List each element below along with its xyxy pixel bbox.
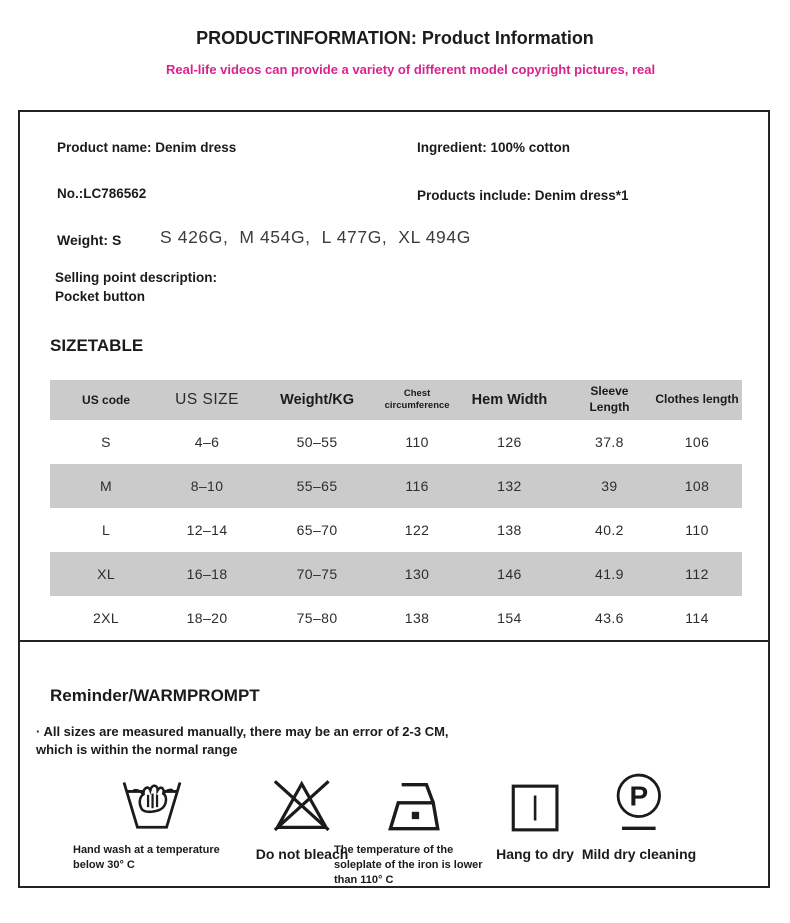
cell: XL (97, 566, 116, 582)
size-table (50, 380, 742, 640)
cell: 16–18 (186, 566, 228, 582)
cell: 106 (684, 434, 710, 450)
products-include: Products include: Denim dress*1 (417, 188, 629, 203)
care-item-hang-to-dry (496, 770, 574, 862)
cell: 146 (497, 566, 522, 582)
cell: 2XL (92, 610, 120, 626)
selling-point-label: Selling point description: (55, 270, 217, 285)
cell: 55–65 (296, 478, 338, 494)
cell: 41.9 (595, 566, 624, 582)
cell: 43.6 (595, 610, 624, 626)
weight-values: S 426G, M 454G, L 477G, XL 494G (160, 227, 471, 247)
col-header-sleeve: Sleeve Length (589, 384, 630, 414)
cell: 50–55 (296, 434, 338, 450)
cell: S (101, 434, 111, 450)
care-label: Hang to dry (496, 846, 574, 862)
care-label: The temperature of the soleplate of the iron is lower than 110° C (334, 844, 483, 886)
selling-point (55, 269, 217, 307)
cell: 8–10 (190, 478, 224, 494)
reminder-note: · All sizes are measured manually, there may be an error of 2-3 CM, which is within the normal range (36, 724, 449, 757)
cell: 4–6 (194, 434, 220, 450)
cell: 122 (404, 522, 430, 538)
table-row (50, 420, 742, 464)
hang-to-dry-icon (496, 770, 574, 834)
reminder-title: Reminder/WARMPROMPT (50, 686, 260, 705)
cell: 116 (405, 478, 429, 494)
care-label: Mild dry cleaning (581, 846, 697, 862)
page-subtitle: Real-life videos can provide a variety of different model copyright pictures, real (166, 62, 656, 77)
cell: 114 (685, 610, 709, 626)
cell: 37.8 (595, 434, 624, 450)
cell: 132 (497, 478, 522, 494)
cell: 110 (685, 522, 709, 538)
table-row (50, 552, 742, 596)
cell: 110 (405, 434, 429, 450)
cell: 75–80 (296, 610, 338, 626)
size-table-title: SIZETABLE (50, 336, 144, 355)
weight-label: Weight: S (57, 232, 122, 248)
care-label: Hand wash at a temperature below 30° C (73, 844, 220, 871)
care-label: Do not bleach (255, 846, 349, 862)
cell: 126 (497, 434, 522, 450)
size-table-header-row (50, 380, 742, 420)
col-header-us-code: US code (82, 393, 131, 407)
cell: 18–20 (186, 610, 228, 626)
care-item-hand-wash (73, 770, 231, 873)
care-item-dry-cleaning (582, 770, 696, 862)
cell: L (101, 522, 111, 538)
page-title: PRODUCTINFORMATION: Product Information (196, 28, 594, 48)
cell: 65–70 (296, 522, 338, 538)
col-header-us-size: US SIZE (175, 391, 239, 408)
section-divider (20, 640, 768, 642)
cell: 40.2 (595, 522, 624, 538)
col-header-weight: Weight/KG (280, 392, 355, 408)
table-row (50, 596, 742, 640)
product-name: Product name: Denim dress (57, 140, 237, 155)
selling-point-value: Pocket button (55, 288, 145, 304)
cell: 112 (685, 566, 709, 582)
cell: M (100, 478, 113, 494)
cell: 39 (601, 478, 618, 494)
svg-text:P: P (629, 780, 649, 812)
cell: 130 (404, 566, 430, 582)
mild-dry-cleaning-icon (582, 770, 696, 834)
table-row (50, 508, 742, 552)
col-header-clothes: Clothes length (655, 392, 739, 407)
cell: 70–75 (296, 566, 338, 582)
cell: 138 (497, 522, 522, 538)
table-row (50, 464, 742, 508)
cell: 154 (497, 610, 522, 626)
col-header-hem: Hem Width (471, 392, 548, 408)
product-number: No.:LC786562 (57, 186, 147, 201)
care-item-iron (334, 770, 502, 888)
cell: 108 (684, 478, 710, 494)
iron-low-temp-icon (334, 770, 502, 834)
product-info-panel (18, 110, 770, 888)
product-ingredient: Ingredient: 100% cotton (417, 140, 571, 155)
hand-wash-icon (73, 770, 231, 834)
cell: 138 (404, 610, 430, 626)
cell: 12–14 (186, 522, 228, 538)
col-header-chest: Chest circumference (384, 388, 450, 411)
